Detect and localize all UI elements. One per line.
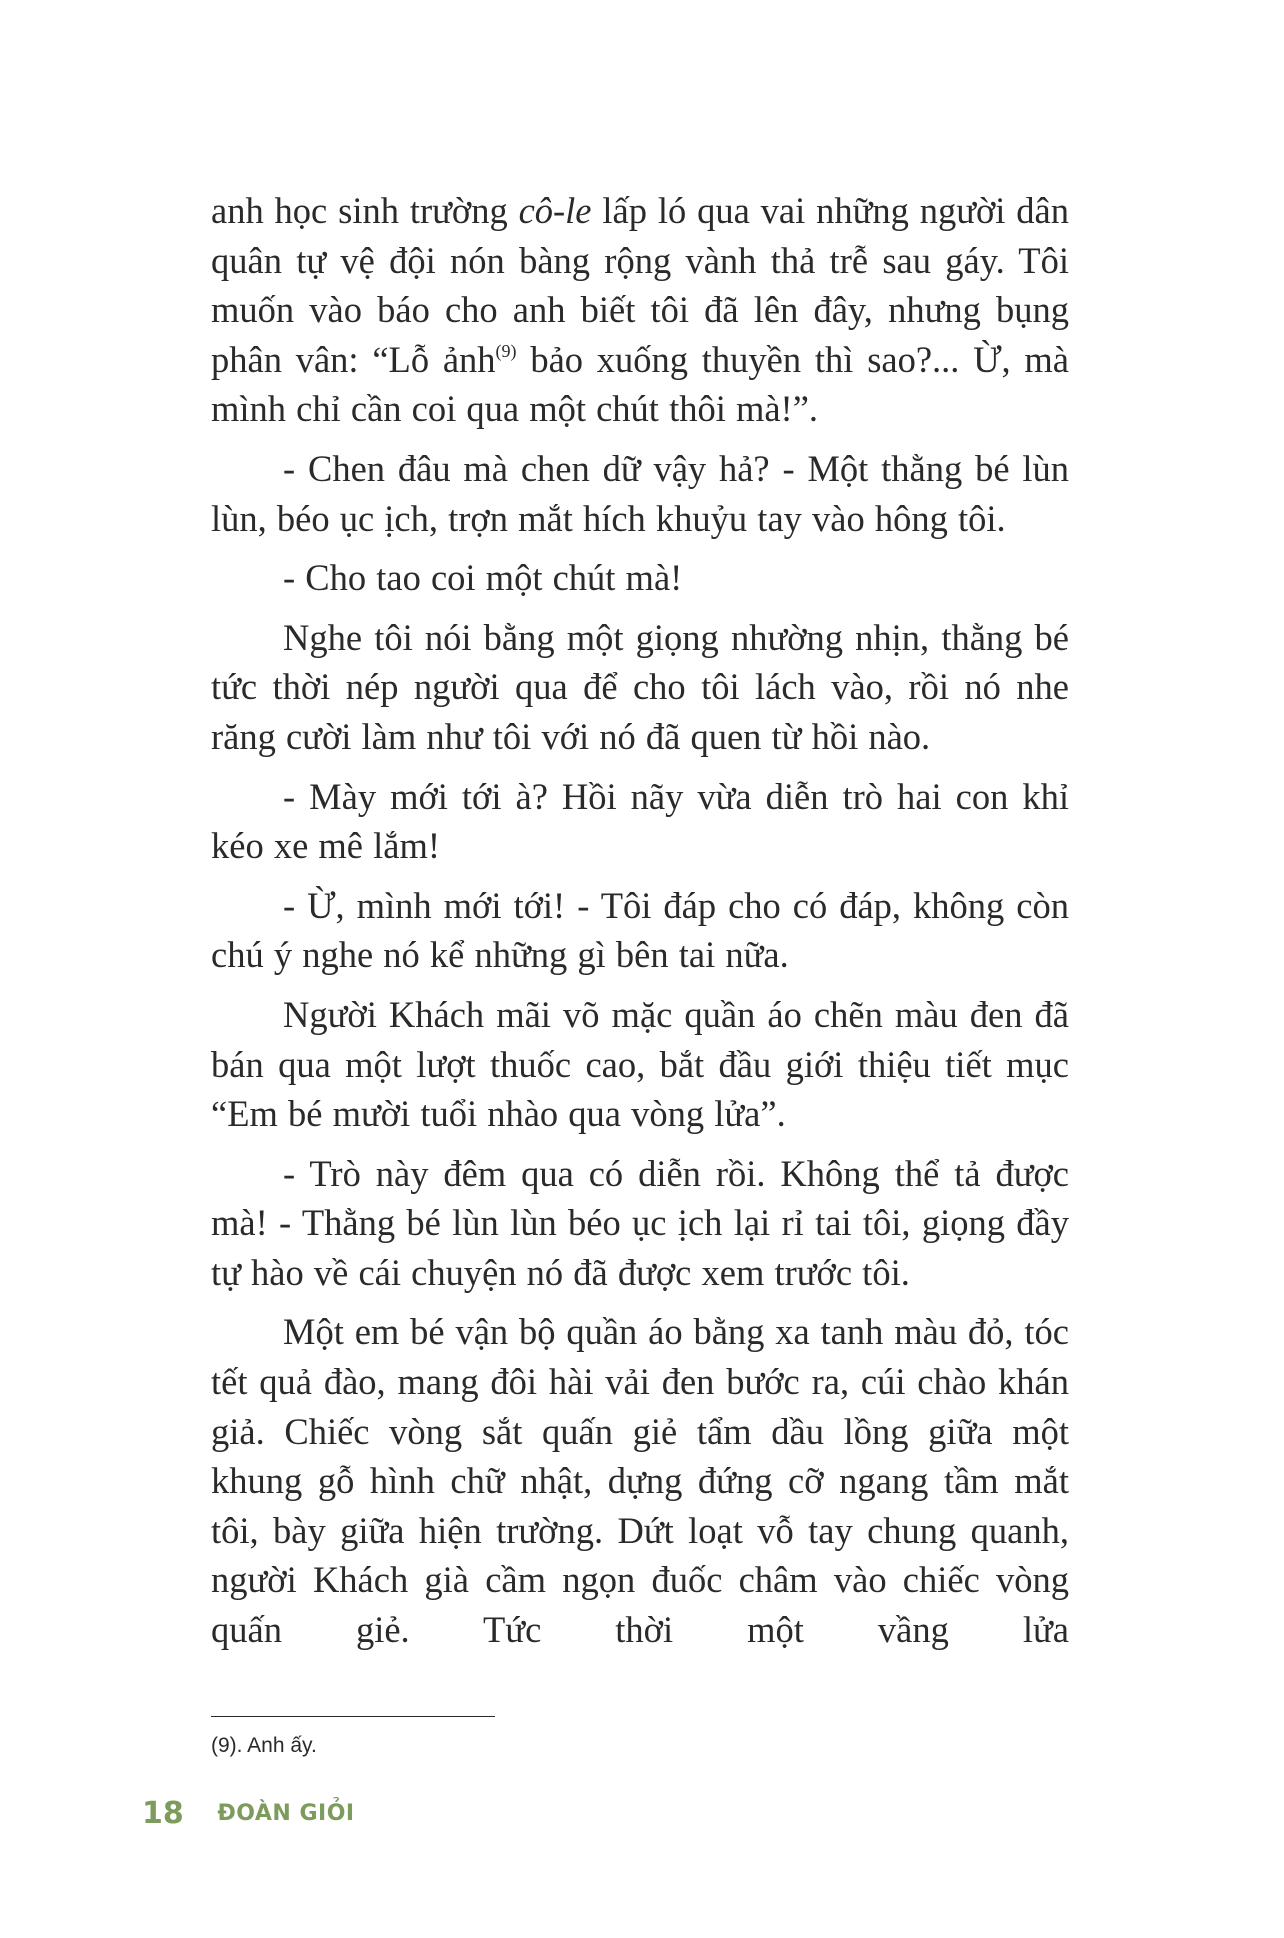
text-segment: - Mày mới tới à? Hồi nãy vừa diễn trò hai con khỉ kéo xe mê lắm!: [211, 775, 1069, 867]
text-segment: - Cho tao coi một chút mà!: [283, 557, 683, 599]
author-name: ĐOÀN GIỎI: [217, 1801, 355, 1826]
text-segment: bảo xuống thuyền thì sao?... Ừ, mà mình chỉ cần coi qua một chút thôi mà!”.: [211, 338, 1069, 430]
paragraph: [211, 881, 1069, 980]
footnote-reference: (9): [495, 340, 517, 361]
text-segment: - Chen đâu mà chen dữ vậy hả? - Một thằng bé lùn lùn, béo ục ịch, trợn mắt hích khuỷu tay vào hông tôi.: [211, 447, 1069, 539]
body-text: [211, 186, 1069, 1665]
paragraph: [211, 613, 1069, 762]
text-segment: Người Khách mãi võ mặc quần áo chẽn màu đen đã bán qua một lượt thuốc cao, bắt đầu giới thiệu tiết mục “Em bé mười tuổi nhào qua vòng lửa”.: [211, 993, 1069, 1135]
text-segment: - Ừ, mình mới tới! - Tôi đáp cho có đáp, không còn chú ý nghe nó kể những gì bên tai nữa.: [211, 884, 1069, 976]
text-segment: Nghe tôi nói bằng một giọng nhường nhịn, thằng bé tức thời nép người qua để cho tôi lách vào, rồi nó nhe răng cười làm như tôi với nó đã quen từ hồi nào.: [211, 616, 1069, 757]
italic-text: cô-le: [518, 190, 592, 231]
paragraph: [211, 990, 1069, 1139]
text-segment: anh học sinh trường: [211, 190, 519, 231]
paragraph: [211, 444, 1069, 543]
paragraph: [211, 553, 1069, 603]
paragraph: [211, 186, 1069, 434]
page-footer: [142, 1796, 355, 1831]
paragraph: [211, 772, 1069, 871]
footnote: (9). Anh ấy.: [211, 1734, 317, 1757]
paragraph: [211, 1149, 1069, 1298]
footnote-divider: [211, 1716, 495, 1717]
text-segment: - Trò này đêm qua có diễn rồi. Không thể tả được mà! - Thằng bé lùn lùn béo ục ịch lại rỉ tai tôi, giọng đầy tự hào về cái chuyện nó đã được xem trước tôi.: [211, 1152, 1069, 1293]
paragraph: [211, 1307, 1069, 1654]
text-segment: lấp ló qua vai những người dân quân tự vệ đội nón bàng rộng vành thả trễ sau gáy. Tôi muốn vào báo cho anh biết tôi đã lên đây, nhưng bụng phân vân: “Lỗ ảnh: [211, 190, 1069, 380]
text-segment: Một em bé vận bộ quần áo bằng xa tanh màu đỏ, tóc tết quả đào, mang đôi hài vải đen bước ra, cúi chào khán giả. Chiếc vòng sắt quấn giẻ tẩm dầu lồng giữa một khung gỗ hình chữ nhật, dựng đứng cỡ ngang tầm mắt tôi, bày giữa hiện trường. Dứt loạt vỗ tay chung quanh, người Khách già cầm ngọn đuốc châm vào chiếc vòng quấn giẻ. Tức thời một vầng lửa: [211, 1311, 1069, 1651]
page-number: 18: [142, 1796, 184, 1831]
